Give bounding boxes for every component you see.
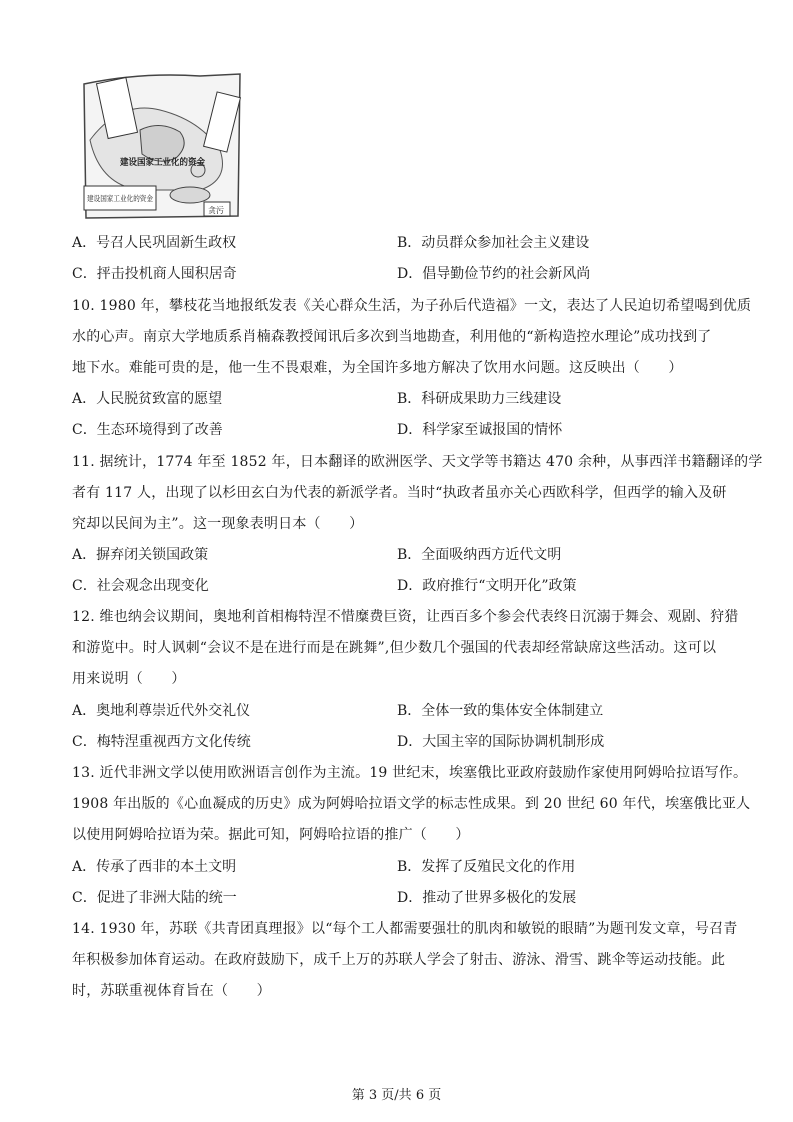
q14-line-1: 14. 1930 年，苏联《共青团真理报》以“每个工人都需要强壮的肌肉和敏锐的眼睛”为题刊发文章，号召青 bbox=[72, 921, 738, 937]
q9-option-c: C．抨击投机商人囤积居奇 bbox=[72, 266, 237, 282]
q10-line-3: 地下水。难能可贵的是，他一生不畏艰难，为全国许多地方解决了饮用水问题。这反映出（ ） bbox=[72, 360, 683, 376]
q11-line-2: 者有 117 人，出现了以杉田玄白为代表的新派学者。当时“执政者虽亦关心西欧科学，但西学的输入及研 bbox=[72, 485, 727, 501]
q9-option-b: B．动员群众参加社会主义建设 bbox=[397, 235, 590, 251]
q11-option-c: C．社会观念出现变化 bbox=[72, 578, 209, 594]
q11-line-3: 究却以民间为主”。这一现象表明日本（ ） bbox=[72, 516, 364, 532]
q10-option-b: B．科研成果助力三线建设 bbox=[397, 391, 562, 407]
q10-option-a: A．人民脱贫致富的愿望 bbox=[72, 391, 223, 407]
q13-line-2: 1908 年出版的《心血凝成的历史》成为阿姆哈拉语文学的标志性成果。到 20 世纪 60 年代，埃塞俄比亚人 bbox=[72, 796, 751, 812]
q14-line-2: 年积极参加体育运动。在政府鼓励下，成千上万的苏联人学会了射击、游泳、滑雪、跳伞等运动技能。此 bbox=[72, 952, 726, 968]
q12-line-1: 12. 维也纳会议期间，奥地利首相梅特涅不惜糜费巨资，让西百多个参会代表终日沉溺于舞会、观剧、狩猎 bbox=[72, 609, 739, 625]
q13-line-1: 13. 近代非洲文学以使用欧洲语言创作为主流。19 世纪末，埃塞俄比亚政府鼓励作家使用阿姆哈拉语写作。 bbox=[72, 765, 748, 781]
q12-option-d: D．大国主宰的国际协调机制形成 bbox=[397, 734, 605, 750]
q10-option-c: C．生态环境得到了改善 bbox=[72, 422, 223, 438]
q9-option-a: A．号召人民巩固新生政权 bbox=[72, 235, 237, 251]
cartoon-label-box: 建设国家工业化的资金 bbox=[87, 194, 162, 203]
q13-option-d: D．推动了世界多极化的发展 bbox=[397, 890, 577, 906]
cartoon-label-center: 建设国家工业化的资金 bbox=[120, 158, 211, 168]
q12-line-2: 和游览中。时人讽刺“会议不是在进行而是在跳舞”,但少数几个强国的代表却经常缺席这些活动。这可以 bbox=[72, 640, 717, 656]
cartoon-label-right: 贪污 bbox=[208, 206, 224, 215]
q9-option-d: D．倡导勤俭节约的社会新风尚 bbox=[397, 266, 591, 282]
q10-line-1: 10. 1980 年，攀枝花当地报纸发表《关心群众生活，为子孙后代造福》一文，表达了人民迫切希望喝到优质 bbox=[72, 298, 752, 314]
q10-option-d: D．科学家至诚报国的情怀 bbox=[397, 422, 563, 438]
q12-option-a: A．奥地利尊崇近代外交礼仪 bbox=[72, 703, 251, 719]
q11-option-b: B．全面吸纳西方近代文明 bbox=[397, 547, 562, 563]
q13-option-c: C．促进了非洲大陆的统一 bbox=[72, 890, 237, 906]
q11-option-d: D．政府推行“文明开化”政策 bbox=[397, 578, 577, 594]
q12-option-c: C．梅特涅重视西方文化传统 bbox=[72, 734, 251, 750]
q11-line-1: 11. 据统计，1774 年至 1852 年，日本翻译的欧洲医学、天文学等书籍达 470 余种，从事西洋书籍翻译的学 bbox=[72, 454, 763, 470]
q13-line-3: 以使用阿姆哈拉语为荣。据此可知，阿姆哈拉语的推广（ ） bbox=[72, 827, 470, 843]
q12-option-b: B．全体一致的集体安全体制建立 bbox=[397, 703, 604, 719]
page-number: 第 3 页/共 6 页 bbox=[351, 1088, 442, 1103]
q13-option-b: B．发挥了反殖民文化的作用 bbox=[397, 859, 576, 875]
q10-line-2: 水的心声。南京大学地质系肖楠森教授闻讯后多次到当地勘查，利用他的“新构造控水理论”成功找到了 bbox=[72, 329, 712, 345]
q13-option-a: A．传承了西非的本土文明 bbox=[72, 859, 237, 875]
cartoon-illustration bbox=[80, 70, 245, 220]
q14-line-3: 时，苏联重视体育旨在（ ） bbox=[72, 983, 271, 999]
q11-option-a: A．摒弃闭关锁国政策 bbox=[72, 547, 209, 563]
q12-line-3: 用来说明（ ） bbox=[72, 671, 186, 687]
